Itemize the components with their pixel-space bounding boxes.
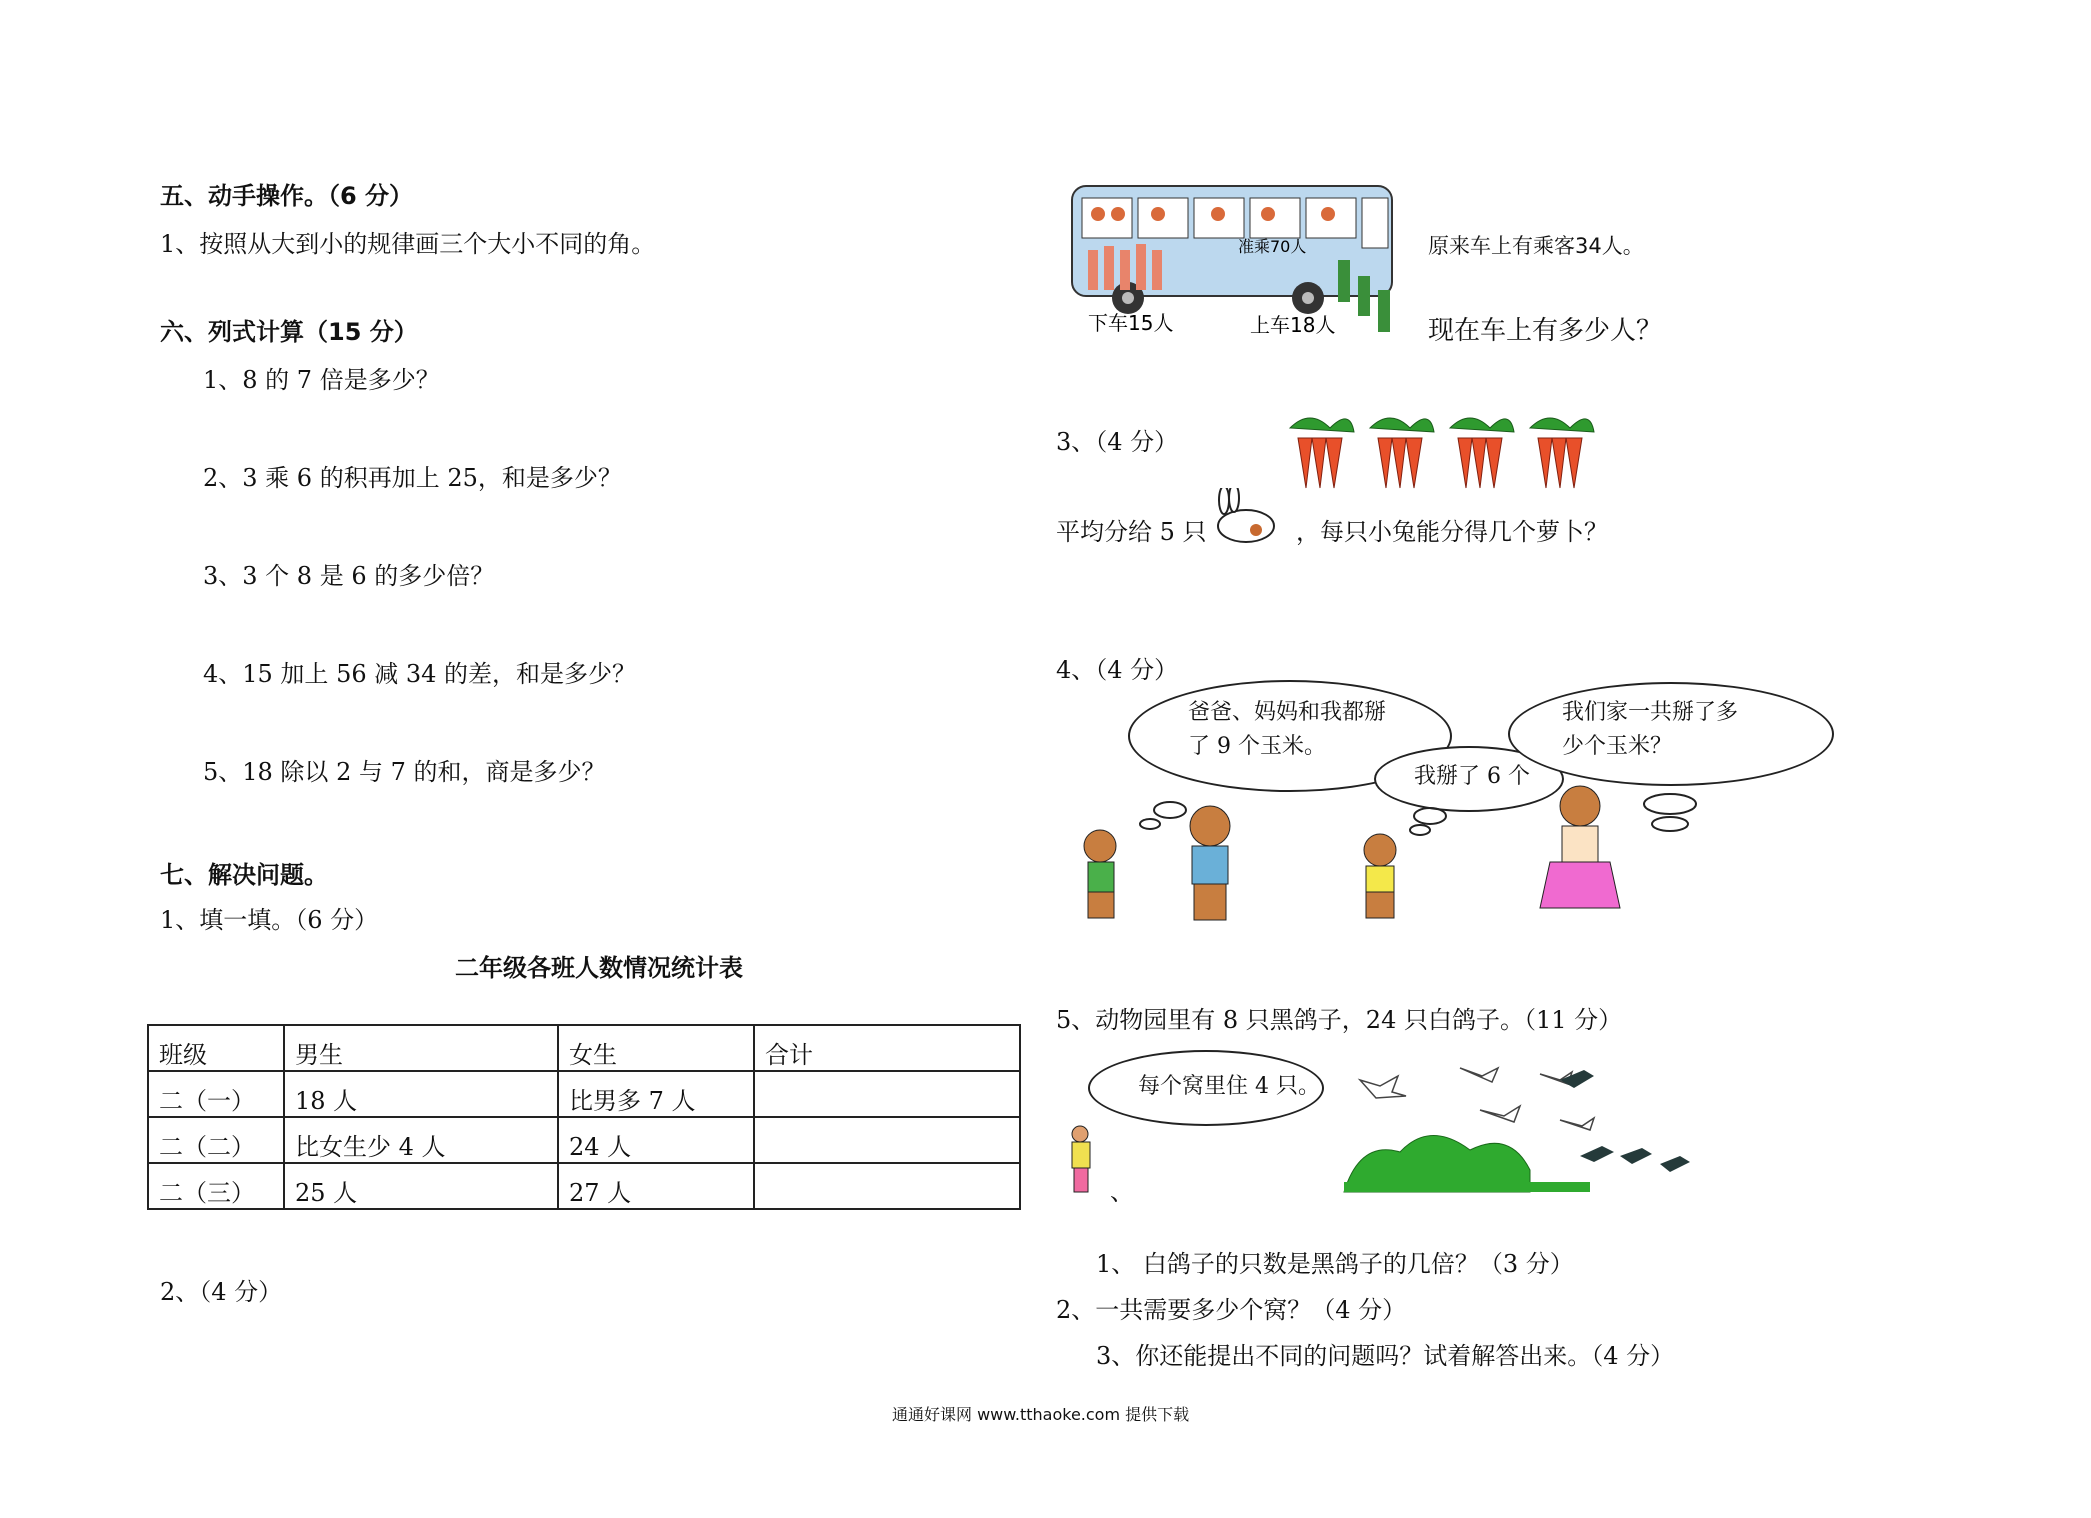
- table-cell: 18 人: [284, 1071, 558, 1117]
- section-7-title: 七、解决问题。: [160, 861, 328, 889]
- section-6-question-5: 5、18 除以 2 与 7 的和，商是多少？: [203, 758, 606, 786]
- header-cell: 合计: [754, 1025, 1020, 1071]
- bubble-2-text: 我掰了 6 个: [1414, 764, 1530, 789]
- bears-illustration: [1060, 780, 1950, 930]
- table-cell-empty[interactable]: [754, 1071, 1020, 1117]
- bus-original-passengers: 原来车上有乘客34人。: [1428, 234, 1644, 258]
- section-6-question-3: 3、3 个 8 是 6 的多少倍？: [203, 562, 495, 590]
- section-6-title: 六、列式计算（15 分）: [160, 318, 418, 346]
- table-cell: 二（二）: [148, 1117, 284, 1163]
- table-row: [148, 1163, 1020, 1209]
- table-cell: 二（一）: [148, 1071, 284, 1117]
- bus-question: 现在车上有多少人？: [1428, 316, 1663, 346]
- section-5-title: 五、动手操作。（6 分）: [160, 182, 414, 210]
- bus-down-label: 下车15人: [1088, 311, 1174, 335]
- header-cell: 女生: [558, 1025, 754, 1071]
- table-title: 二年级各班人数情况统计表: [455, 954, 743, 982]
- table-header-row: [148, 1025, 1020, 1071]
- section-6-question-1: 1、8 的 7 倍是多少？: [203, 366, 440, 394]
- q5-sub-question-2: 2、一共需要多少个窝？（4 分）: [1056, 1296, 1407, 1324]
- table-row: [148, 1071, 1020, 1117]
- q5-sub-question-1: 1、 白鸽子的只数是黑鸽子的几倍？（3 分）: [1096, 1250, 1574, 1278]
- table-cell-empty[interactable]: [754, 1163, 1020, 1209]
- table-cell-empty[interactable]: [754, 1117, 1020, 1163]
- bubble-1-line-1: 爸爸、妈妈和我都掰: [1188, 700, 1387, 725]
- bubble-3-line-2: 少个玉米？: [1562, 734, 1673, 759]
- table-cell: 24 人: [558, 1117, 754, 1163]
- q3-text-before: 平均分给 5 只: [1056, 518, 1207, 546]
- section-6-question-2: 2、3 乘 6 的积再加上 25，和是多少？: [203, 464, 622, 492]
- section-6-question-4: 4、15 加上 56 减 34 的差，和是多少？: [203, 660, 637, 688]
- table-cell: 比女生少 4 人: [284, 1117, 558, 1163]
- bubble-1-line-2: 了 9 个玉米。: [1188, 734, 1326, 759]
- carrots-illustration: [1280, 408, 1600, 490]
- bus-up-label: 上车18人: [1250, 313, 1336, 337]
- section-7-question-1: 1、填一填。（6 分）: [160, 906, 379, 934]
- section-7-question-2: 2、（4 分）: [160, 1278, 283, 1306]
- table-cell: 二（三）: [148, 1163, 284, 1209]
- table-cell: 27 人: [558, 1163, 754, 1209]
- bubble-3-line-1: 我们家一共掰了多: [1562, 700, 1739, 725]
- pigeons-illustration: [1060, 1060, 1700, 1210]
- q4-label: 4、（4 分）: [1056, 656, 1179, 684]
- header-cell: 班级: [148, 1025, 284, 1071]
- class-statistics-table: [147, 1024, 1021, 1210]
- header-cell: 男生: [284, 1025, 558, 1071]
- q5-bubble-text: 每个窝里住 4 只。: [1138, 1074, 1320, 1099]
- section-5-question-1: 1、按照从大到小的规律画三个大小不同的角。: [160, 230, 656, 258]
- bus-sign: 准乘70人: [1238, 237, 1307, 256]
- q5-comma: 、: [1110, 1178, 1134, 1206]
- table-cell: 25 人: [284, 1163, 558, 1209]
- q5-label: 5、动物园里有 8 只黑鸽子，24 只白鸽子。（11 分）: [1056, 1006, 1623, 1034]
- table-cell: 比男多 7 人: [558, 1071, 754, 1117]
- q5-sub-question-3: 3、你还能提出不同的问题吗？试着解答出来。（4 分）: [1096, 1342, 1675, 1370]
- table-row: [148, 1117, 1020, 1163]
- footer: 通通好课网 www.tthaoke.com 提供下载: [892, 1405, 1190, 1424]
- rabbit-icon: [1204, 488, 1284, 548]
- q3-text-after: ，每只小兔能分得几个萝卜？: [1296, 518, 1608, 546]
- q3-label: 3、（4 分）: [1056, 428, 1179, 456]
- bus-illustration: [1068, 180, 1428, 350]
